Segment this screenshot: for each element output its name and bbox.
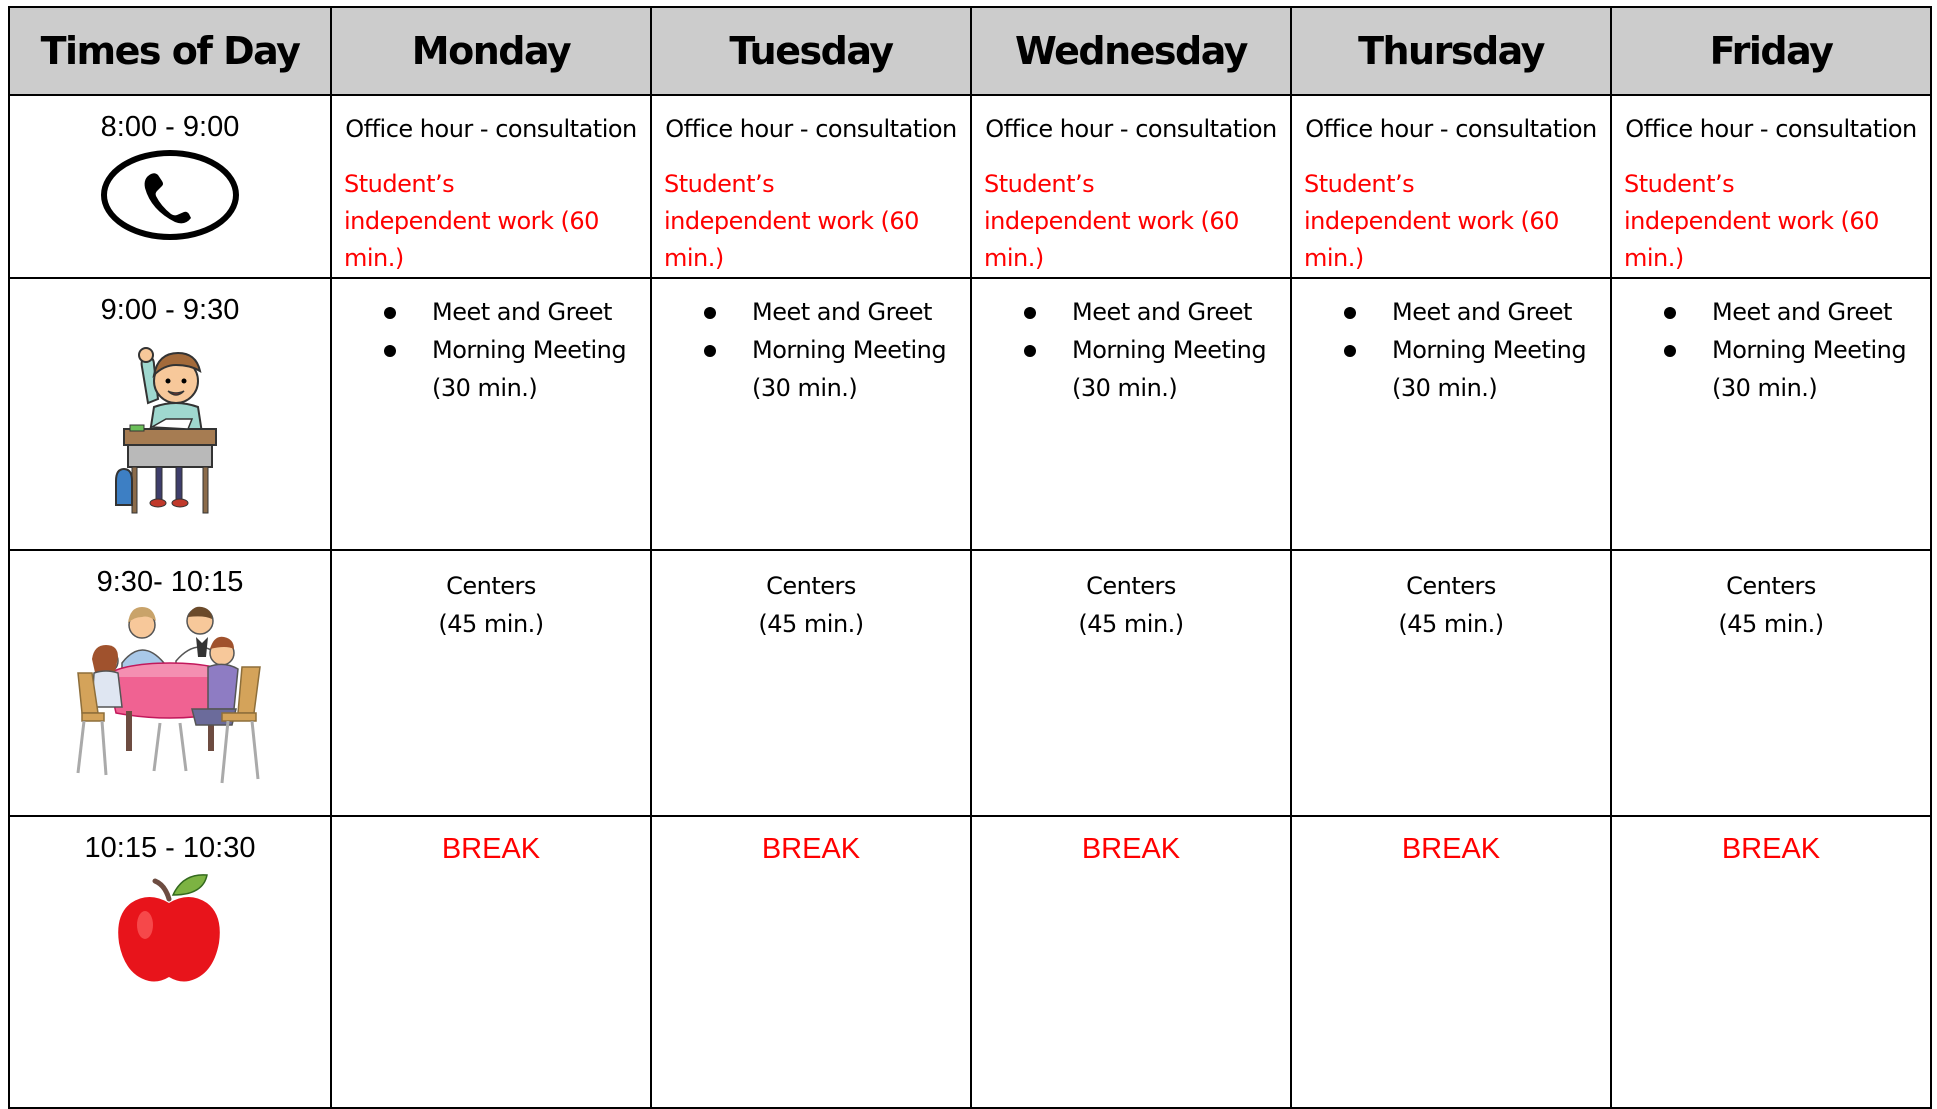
bullet-dot	[384, 307, 396, 319]
break-label: BREAK	[441, 833, 541, 865]
activity-list	[1292, 293, 1610, 407]
day-cell-wednesday	[971, 816, 1291, 1108]
activity-list	[1612, 293, 1930, 407]
office-hour-text: Office hour - consultation	[1625, 115, 1917, 143]
break-label: BREAK	[1721, 833, 1821, 865]
time-cell	[9, 95, 331, 278]
activity-list	[972, 293, 1290, 407]
list-item	[752, 293, 970, 331]
schedule-row-centers	[9, 550, 1931, 816]
centers-duration: (45 min.)	[1078, 610, 1184, 638]
list-item-text: Meet and Greet	[1072, 298, 1252, 326]
break-label: BREAK	[761, 833, 861, 865]
independent-work-text: Student’s independent work (60 min.)	[344, 170, 599, 272]
header-day-monday: Monday	[331, 7, 651, 95]
day-cell-monday	[331, 278, 651, 550]
day-cell-friday	[1611, 816, 1931, 1108]
independent-work-text: Student’s independent work (60 min.)	[1304, 170, 1559, 272]
list-item	[1712, 293, 1930, 331]
weekly-schedule-table	[8, 6, 1932, 1109]
list-item-text: Morning Meeting (30 min.)	[1392, 336, 1587, 402]
list-item	[432, 331, 650, 407]
time-cell	[9, 278, 331, 550]
break-label: BREAK	[1081, 833, 1181, 865]
list-item-text: Morning Meeting (30 min.)	[1072, 336, 1267, 402]
bullet-dot	[1664, 345, 1676, 357]
bullet-dot	[1344, 345, 1356, 357]
list-item-text: Morning Meeting (30 min.)	[1712, 336, 1907, 402]
apple-icon	[111, 869, 229, 987]
header-day-tuesday: Tuesday	[651, 7, 971, 95]
day-cell-wednesday	[971, 278, 1291, 550]
list-item-text: Morning Meeting (30 min.)	[432, 336, 627, 402]
time-label: 9:30- 10:15	[96, 566, 244, 598]
day-cell-wednesday	[971, 550, 1291, 816]
day-cell-tuesday	[651, 278, 971, 550]
day-cell-friday	[1611, 95, 1931, 278]
bullet-dot	[384, 345, 396, 357]
student-at-desk-icon	[110, 331, 230, 517]
time-cell	[9, 816, 331, 1108]
office-hour-text: Office hour - consultation	[1305, 115, 1597, 143]
day-cell-tuesday	[651, 816, 971, 1108]
office-hour-text: Office hour - consultation	[665, 115, 957, 143]
header-day-thursday: Thursday	[1291, 7, 1611, 95]
list-item	[1392, 293, 1610, 331]
list-item-text: Meet and Greet	[1392, 298, 1572, 326]
centers-duration: (45 min.)	[758, 610, 864, 638]
centers-title: Centers	[766, 572, 856, 600]
office-hour-text: Office hour - consultation	[985, 115, 1277, 143]
day-cell-monday	[331, 550, 651, 816]
time-label: 10:15 - 10:30	[84, 832, 256, 864]
day-cell-wednesday	[971, 95, 1291, 278]
day-cell-monday	[331, 95, 651, 278]
list-item	[752, 331, 970, 407]
activity-list	[652, 293, 970, 407]
office-hour-text: Office hour - consultation	[345, 115, 637, 143]
list-item-text: Meet and Greet	[1712, 298, 1892, 326]
schedule-row-office-hour	[9, 95, 1931, 278]
centers-duration: (45 min.)	[438, 610, 544, 638]
break-label: BREAK	[1401, 833, 1501, 865]
day-cell-friday	[1611, 550, 1931, 816]
day-cell-thursday	[1291, 95, 1611, 278]
list-item-text: Meet and Greet	[752, 298, 932, 326]
day-cell-thursday	[1291, 550, 1611, 816]
schedule-row-meet-and-greet	[9, 278, 1931, 550]
centers-title: Centers	[446, 572, 536, 600]
day-cell-thursday	[1291, 278, 1611, 550]
activity-list	[332, 293, 650, 407]
list-item	[432, 293, 650, 331]
list-item	[1712, 331, 1930, 407]
list-item	[1072, 293, 1290, 331]
day-cell-friday	[1611, 278, 1931, 550]
phone-icon	[99, 148, 241, 242]
header-times-of-day: Times of Day	[9, 7, 331, 95]
bullet-dot	[704, 307, 716, 319]
bullet-dot	[1664, 307, 1676, 319]
independent-work-text: Student’s independent work (60 min.)	[984, 170, 1239, 272]
day-cell-thursday	[1291, 816, 1611, 1108]
header-day-wednesday: Wednesday	[971, 7, 1291, 95]
list-item-text: Meet and Greet	[432, 298, 612, 326]
time-label: 8:00 - 9:00	[100, 111, 240, 143]
bullet-dot	[1024, 345, 1036, 357]
centers-title: Centers	[1726, 572, 1816, 600]
time-label: 9:00 - 9:30	[100, 294, 240, 326]
independent-work-text: Student’s independent work (60 min.)	[1624, 170, 1879, 272]
list-item	[1392, 331, 1610, 407]
centers-title: Centers	[1086, 572, 1176, 600]
schedule-row-break	[9, 816, 1931, 1108]
day-cell-tuesday	[651, 95, 971, 278]
centers-duration: (45 min.)	[1718, 610, 1824, 638]
list-item-text: Morning Meeting (30 min.)	[752, 336, 947, 402]
header-day-friday: Friday	[1611, 7, 1931, 95]
day-cell-tuesday	[651, 550, 971, 816]
centers-title: Centers	[1406, 572, 1496, 600]
bullet-dot	[704, 345, 716, 357]
bullet-dot	[1024, 307, 1036, 319]
day-cell-monday	[331, 816, 651, 1108]
independent-work-text: Student’s independent work (60 min.)	[664, 170, 919, 272]
time-cell	[9, 550, 331, 816]
group-at-table-icon	[72, 603, 268, 789]
centers-duration: (45 min.)	[1398, 610, 1504, 638]
list-item	[1072, 331, 1290, 407]
header-row	[9, 7, 1931, 95]
bullet-dot	[1344, 307, 1356, 319]
